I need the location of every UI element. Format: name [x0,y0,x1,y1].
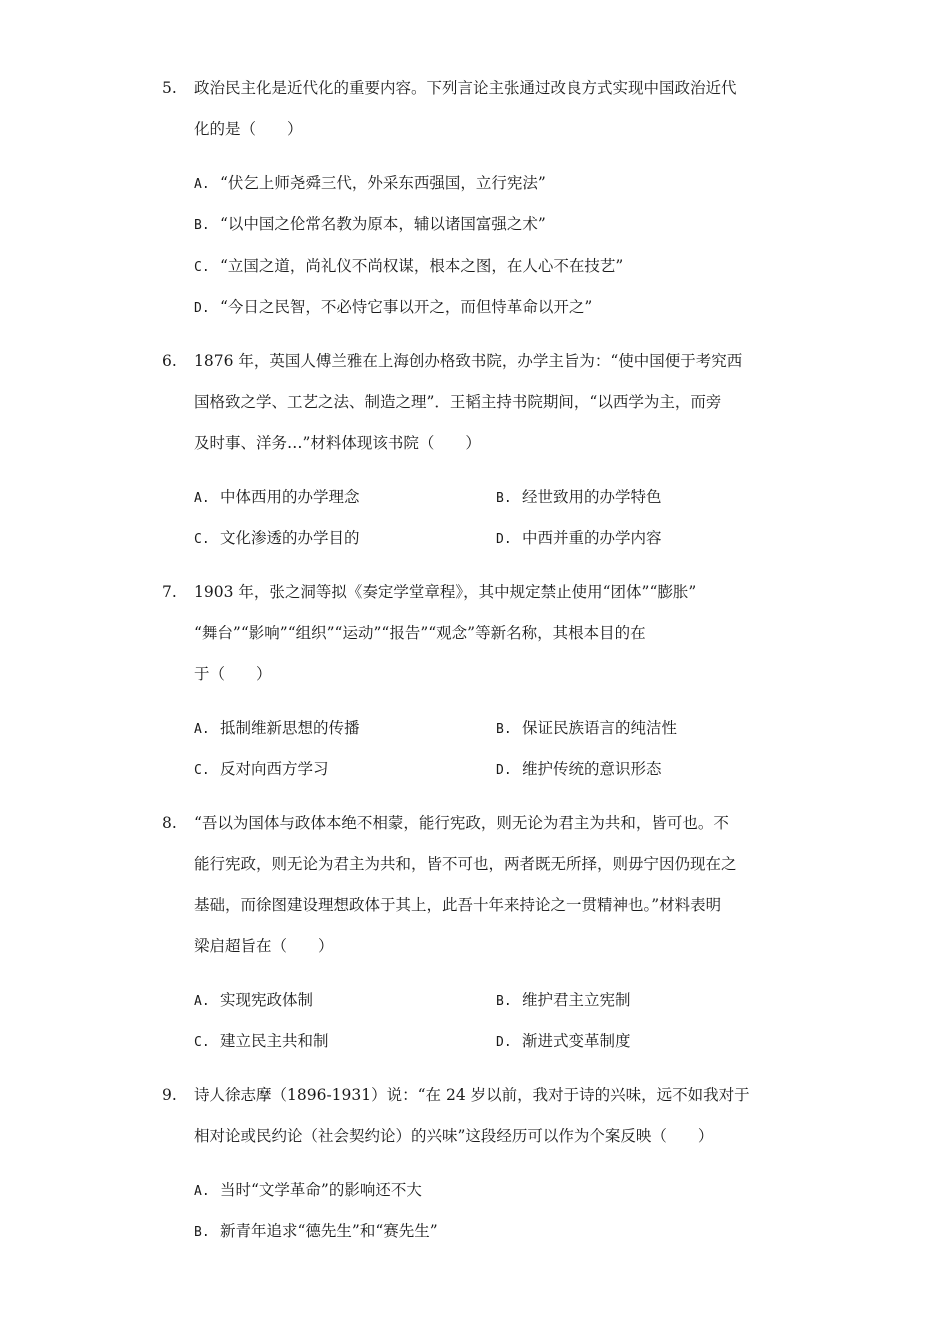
option-b[interactable]: B. 经世致用的办学特色 [496,488,662,506]
question-stem-line: 政治民主化是近代化的重要内容。下列言论主张通过改良方式实现中国政治近代 [194,79,737,97]
question-stem-line: “吾以为国体与政体本绝不相蒙，能行宪政，则无论为君主为共和，皆可也。不 [194,814,729,832]
question-stem-line: 1903 年，张之洞等拟《奏定学堂章程》，其中规定禁止使用“团体”“膨胀” [194,583,697,601]
option-c[interactable]: C. 建立民主共和制 [194,1032,329,1050]
question-stem-line: 国格致之学、工艺之法、制造之理”．王韬主持书院期间，“以西学为主，而旁 [194,393,722,411]
question-stem-line: 能行宪政，则无论为君主为共和，皆不可也，两者既无所择，则毋宁因仍现在之 [194,855,737,873]
option-c[interactable]: C. “立国之道，尚礼仪不尚权谋，根本之图，在人心不在技艺” [194,257,624,275]
question-number: 9. [162,1086,177,1104]
option-a[interactable]: A. 中体西用的办学理念 [194,488,360,506]
option-b[interactable]: B. 维护君主立宪制 [496,991,631,1009]
question-stem-line: “舞台”“影响”“组织”“运动”“报告”“观念”等新名称，其根本目的在 [194,624,646,642]
option-b[interactable]: B. “以中国之伦常名教为原本，辅以诸国富强之术” [194,215,546,233]
option-d[interactable]: D. 中西并重的办学内容 [496,529,662,547]
question-number: 7. [162,583,177,601]
question-number: 5. [162,79,177,97]
question-stem-line: 梁启超旨在（ ） [194,937,334,955]
question-stem-line: 诗人徐志摩（1896-1931）说：“在 24 岁以前，我对于诗的兴味，远不如我对于 [194,1086,750,1104]
option-d[interactable]: D. 渐进式变革制度 [496,1032,631,1050]
question-number: 8. [162,814,177,832]
option-c[interactable]: C. 反对向西方学习 [194,760,329,778]
question-stem-line: 基础，而徐图建设理想政体于其上，此吾十年来持论之一贯精神也。”材料表明 [194,896,722,914]
option-d[interactable]: D. 维护传统的意识形态 [496,760,662,778]
option-a[interactable]: A. 实现宪政体制 [194,991,314,1009]
question-number: 6. [162,352,177,370]
question-stem-line: 化的是（ ） [194,120,303,138]
option-a[interactable]: A. 当时“文学革命”的影响还不大 [194,1181,422,1199]
option-a[interactable]: A. “伏乞上师尧舜三代，外采东西强国，立行宪法” [194,174,546,192]
question-stem-line: 于（ ） [194,665,272,683]
option-b[interactable]: B. 保证民族语言的纯洁性 [496,719,678,737]
question-stem-line: 1876 年，英国人傅兰雅在上海创办格致书院，办学主旨为：“使中国便于考究西 [194,352,743,370]
question-stem-line: 相对论或民约论（社会契约论）的兴味”这段经历可以作为个案反映（ ） [194,1127,714,1145]
option-d[interactable]: D. “今日之民智，不必恃它事以开之，而但恃革命以开之” [194,298,593,316]
option-b[interactable]: B. 新青年追求“德先生”和“赛先生” [194,1222,438,1240]
option-a[interactable]: A. 抵制维新思想的传播 [194,719,360,737]
question-stem-line: 及时事、洋务…”材料体现该书院（ ） [194,434,481,452]
option-c[interactable]: C. 文化渗透的办学目的 [194,529,360,547]
